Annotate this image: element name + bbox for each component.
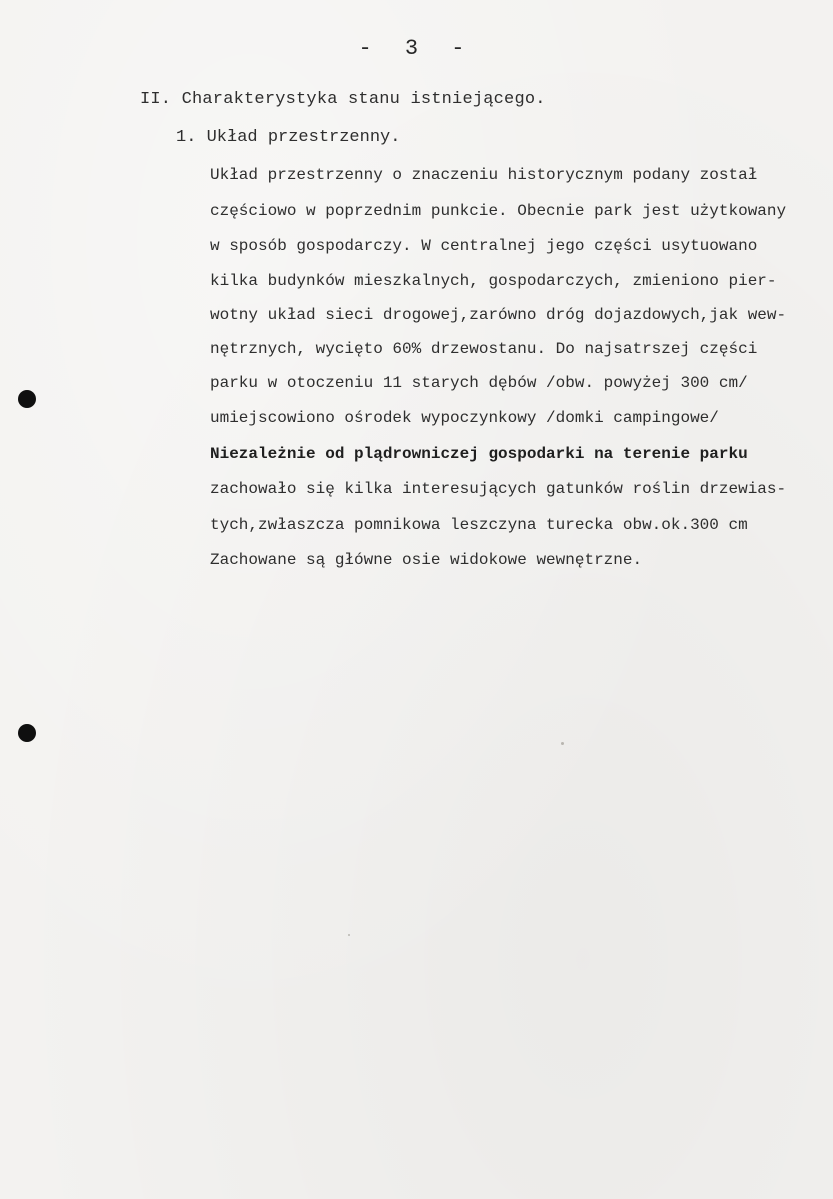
page-number: - 3 - [358, 36, 475, 61]
body-line: w sposób gospodarczy. W centralnej jego części usytuowano [210, 237, 758, 255]
binder-hole-lower [18, 724, 36, 742]
body-line: częściowo w poprzednim punkcie. Obecnie park jest użytkowany [210, 202, 787, 220]
binder-hole-upper [18, 390, 36, 408]
body-line: Układ przestrzenny o znaczeniu historycznym podany został [210, 166, 758, 184]
body-line: parku w otoczeniu 11 starych dębów /obw. powyżej 300 cm/ [210, 374, 748, 392]
section-heading: II. Charakterystyka stanu istniejącego. [140, 90, 546, 109]
body-line: umiejscowiono ośrodek wypoczynkowy /domki campingowe/ [210, 409, 719, 427]
paper-speck [561, 742, 564, 745]
body-line: Zachowane są główne osie widokowe wewnętrzne. [210, 551, 643, 569]
body-line: kilka budynków mieszkalnych, gospodarczych, zmieniono pier- [210, 272, 777, 290]
body-line: zachowało się kilka interesujących gatunków roślin drzewias- [210, 480, 787, 498]
paper-speck [348, 934, 350, 936]
body-line: tych,zwłaszcza pomnikowa leszczyna turecka obw.ok.300 cm [210, 516, 748, 534]
subsection-heading: 1. Układ przestrzenny. [176, 128, 401, 147]
body-line: nętrznych, wycięto 60% drzewostanu. Do najsatrszej części [210, 340, 758, 358]
body-line: wotny układ sieci drogowej,zarówno dróg dojazdowych,jak wew- [210, 306, 787, 324]
body-line: Niezależnie od plądrowniczej gospodarki na terenie parku [210, 445, 748, 463]
